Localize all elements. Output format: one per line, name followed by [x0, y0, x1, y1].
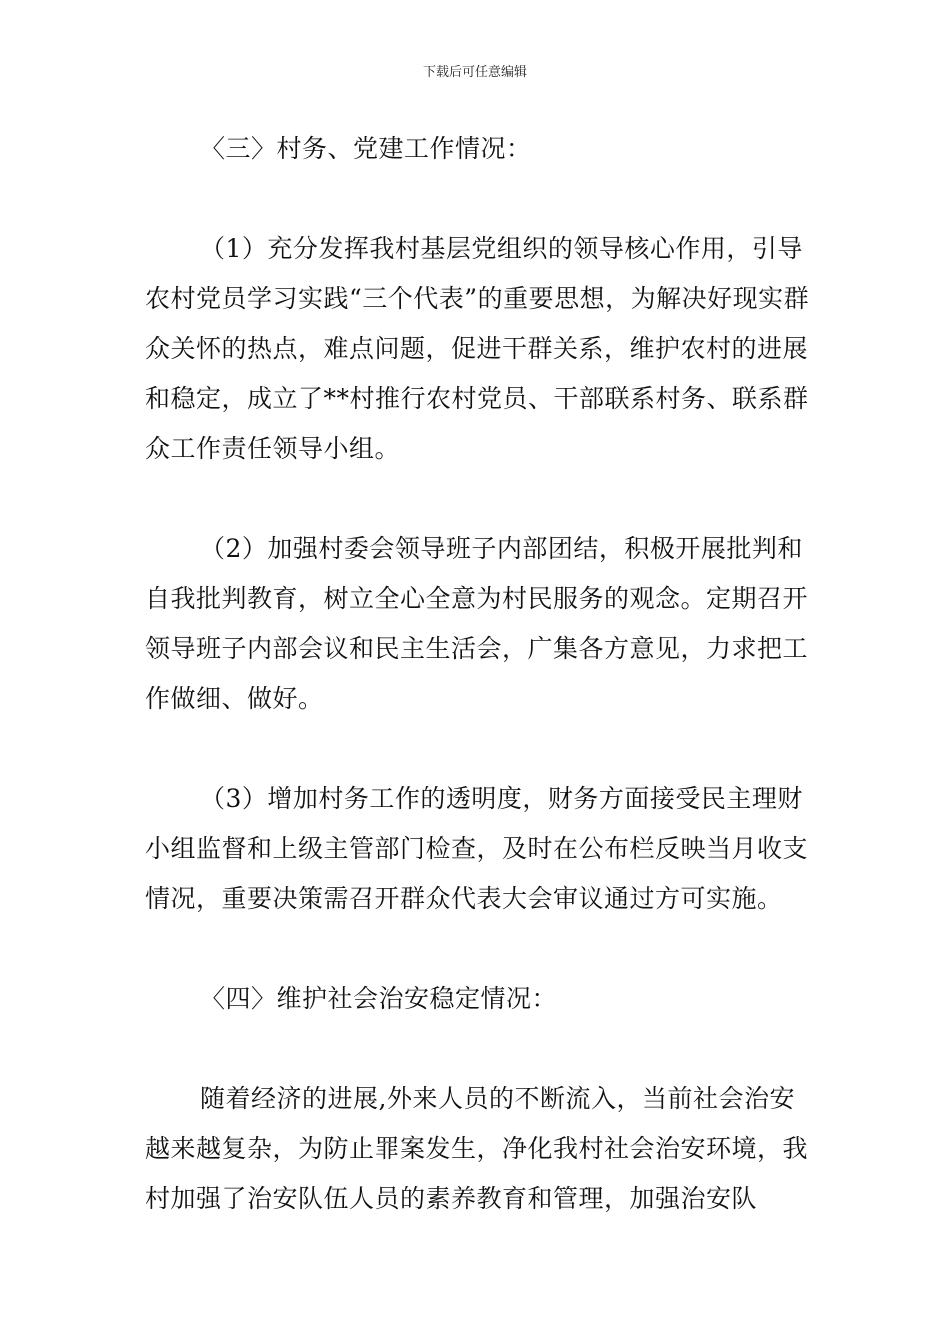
paragraph-gap [145, 174, 813, 224]
paragraph-gap [145, 1024, 813, 1074]
paragraph-2: （2）加强村委会领导班子内部团结，积极开展批判和自我批判教育，树立全心全意为村民服务的观念。定期召开领导班子内部会议和民主生活会，广集各方意见，力求把工作做细、做好。 [145, 534, 809, 713]
paragraph-3: （3）增加村务工作的透明度，财务方面接受民主理财小组监督和上级主管部门检查，及时在公布栏反映当月收支情况，重要决策需召开群众代表大会审议通过方可实施。 [145, 784, 809, 913]
paragraph-gap [145, 924, 813, 974]
header-note: 下载后可任意编辑 [422, 65, 527, 80]
section-heading-3: 〈三〉村务、党建工作情况： [200, 134, 532, 163]
section-heading-4: 〈四〉维护社会治安稳定情况： [200, 984, 558, 1013]
document-body [145, 124, 813, 1224]
paragraph-4: 随着经济的进展,外来人员的不断流入，当前社会治安越来越复杂，为防止罪案发生，净化我村社会治安环境，我村加强了治安队伍人员的素养教育和管理，加强治安队 [145, 1084, 809, 1213]
paragraph-1: （1）充分发挥我村基层党组织的领导核心作用，引导农村党员学习实践“三个代表”的重要思想，为解决好现实群众关怀的热点，难点问题，促进干群关系，维护农村的进展和稳定，成立了**村推行农村党员、干部联系村务、联系群众工作责任领导小组。 [145, 234, 810, 463]
paragraph-gap [145, 474, 813, 524]
paragraph-gap [145, 724, 813, 774]
